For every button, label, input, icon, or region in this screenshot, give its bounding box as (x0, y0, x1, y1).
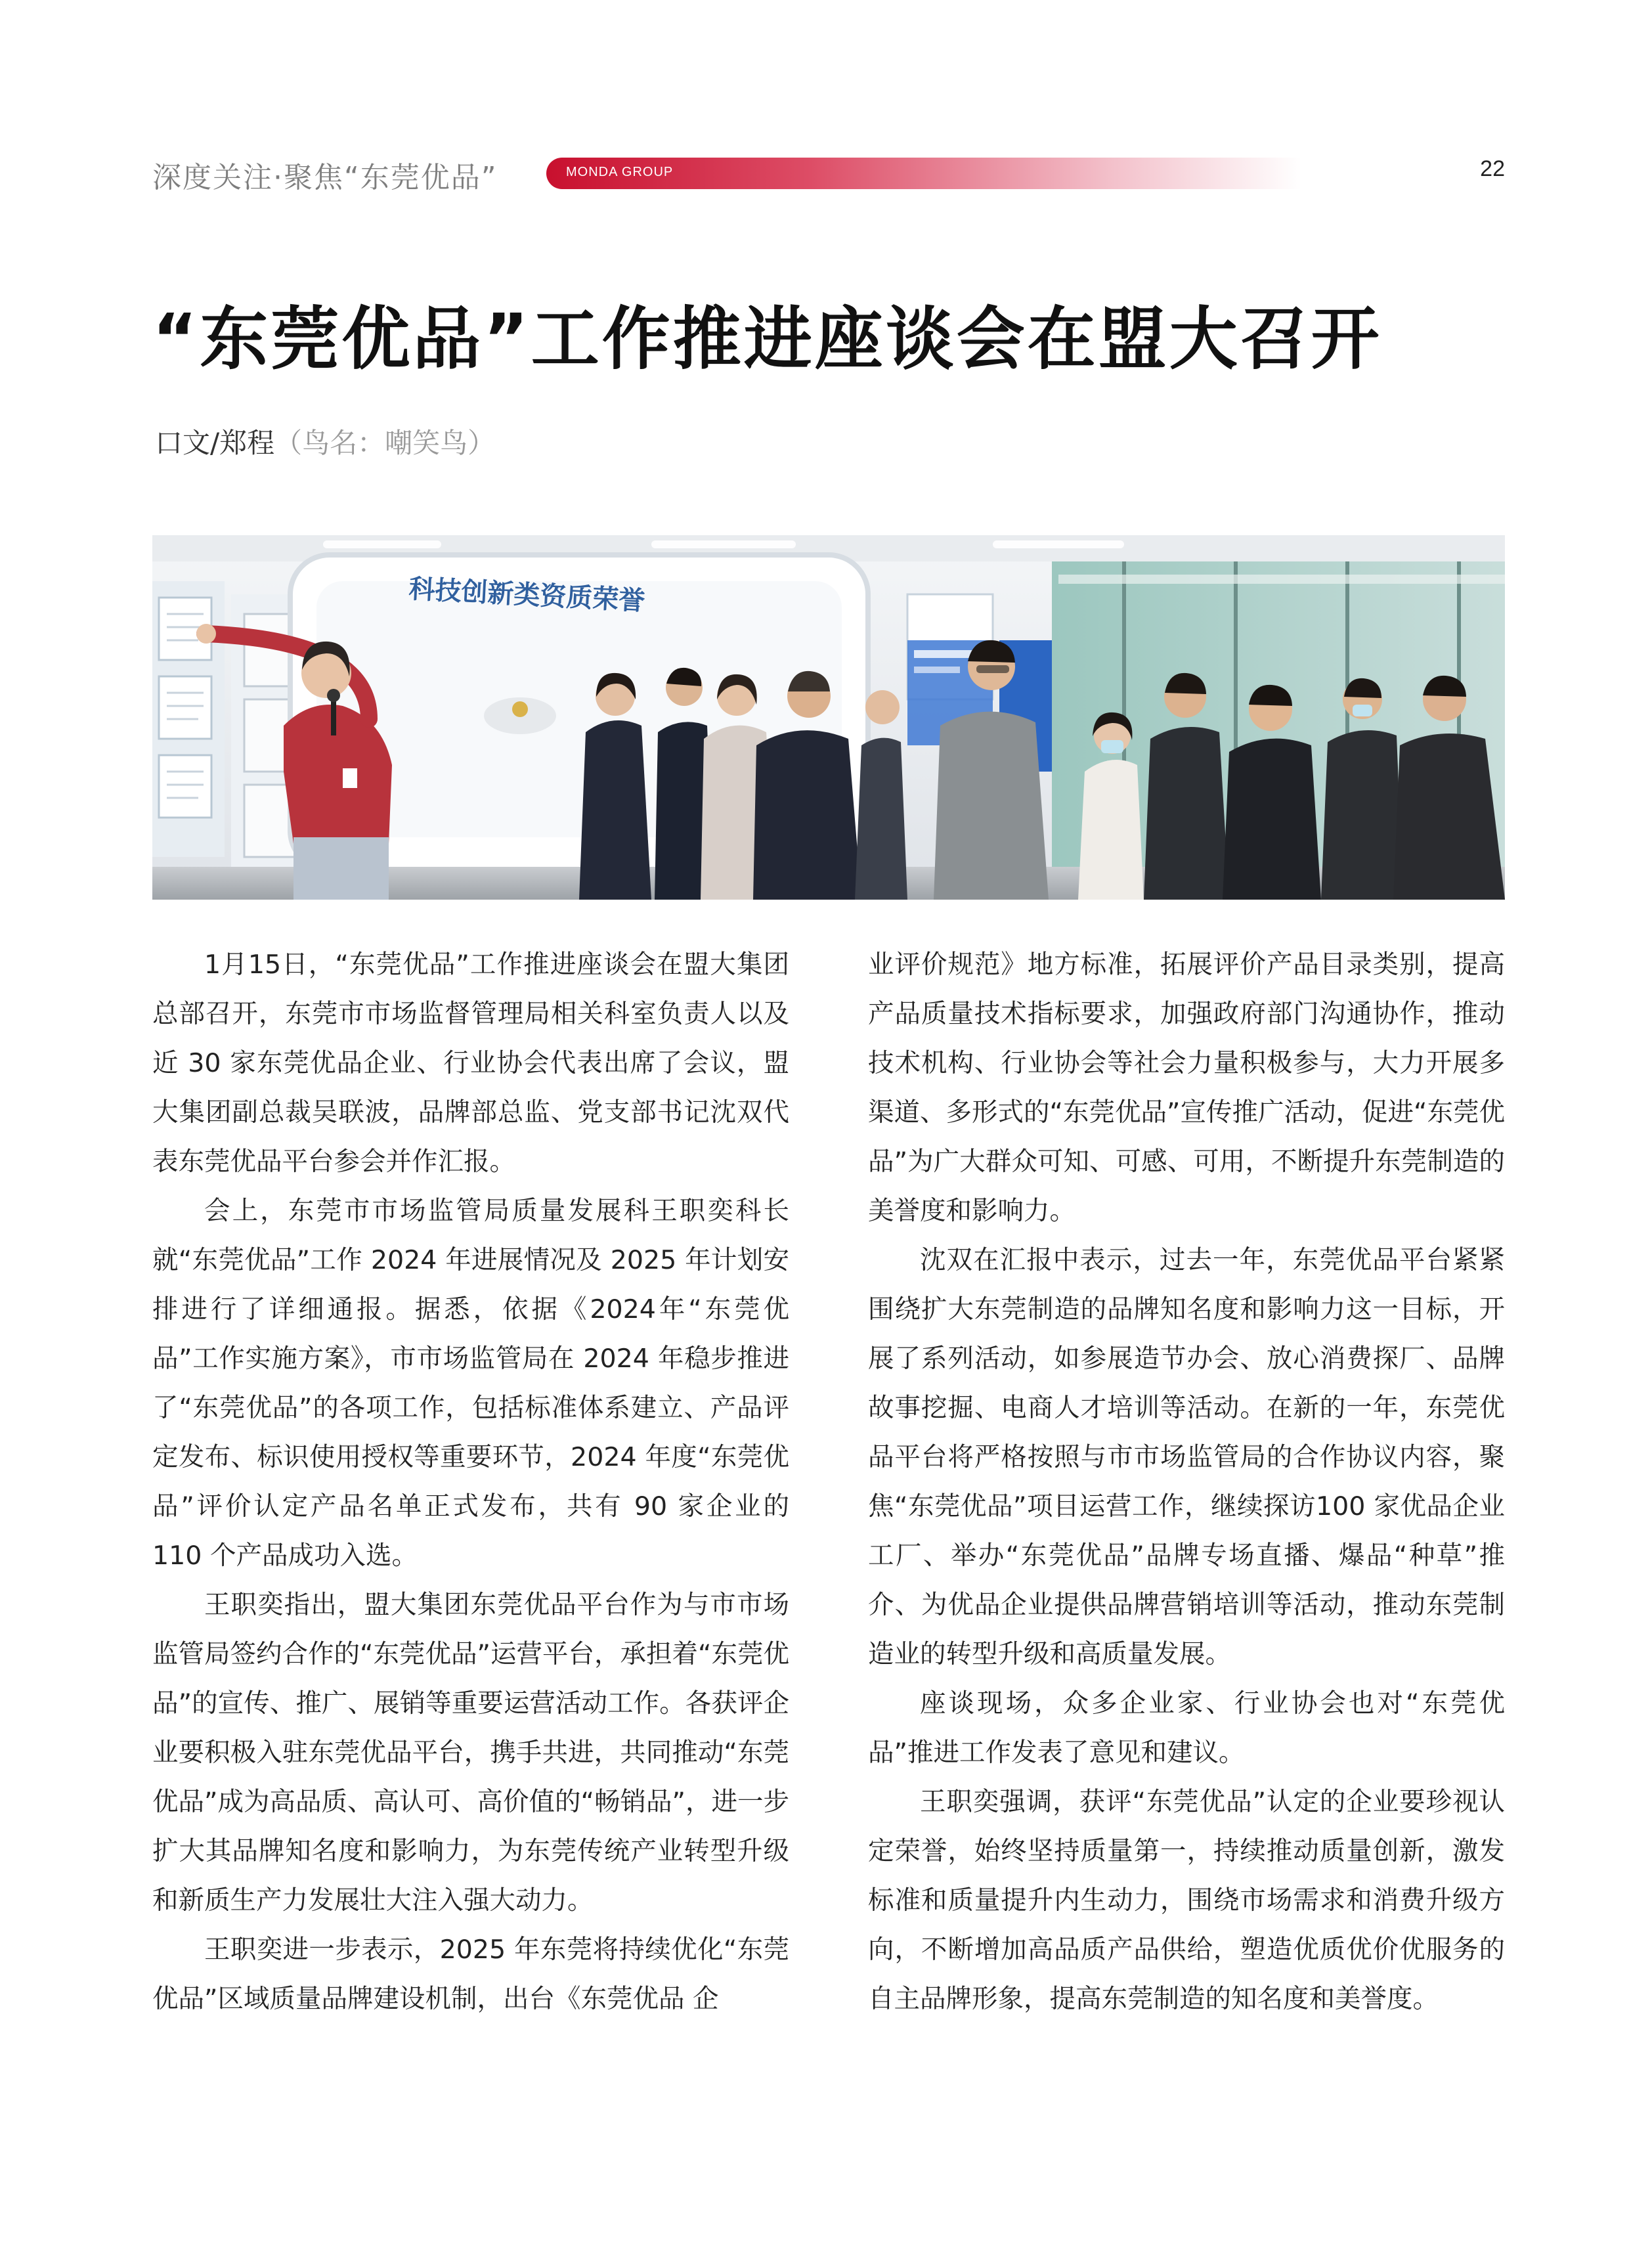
photo-illustration (152, 535, 1505, 900)
section-label: 深度关注·聚焦“东莞优品” (152, 161, 498, 194)
byline (155, 422, 495, 461)
paragraph: 沈双在汇报中表示，过去一年，东莞优品平台紧紧围绕扩大东莞制造的品牌知名度和影响力这一目标，开展了系列活动，如参展造节办会、放心消费探厂、品牌故事挖掘、电商人才培训等活动。在新的一年，东莞优品平台将严格按照与市市场监管局的合作协议内容，聚焦“东莞优品”项目运营工作，继续探访100 家优品企业工厂、举办“东莞优品”品牌专场直播、爆品“种草”推介、为优品企业提供品牌营销培训等活动，推动东莞制造业的转型升级和高质量发展。 (868, 1245, 1505, 1669)
article-photo (152, 535, 1505, 900)
paragraph: 王职奕进一步表示，2025 年东莞将持续优化“东莞优品”区域质量品牌建设机制，出台《东莞优品 企 (152, 1935, 789, 2014)
page-number: 22 (1480, 156, 1505, 181)
paragraph: 会上，东莞市市场监管局质量发展科王职奕科长就“东莞优品”工作 2024 年进展情况及 2025 年计划安排进行了详细通报。据悉，依据《2024年“东莞优品”工作实施方案》，市市场监管局在 2024 年稳步推进了“东莞优品”的各项工作，包括标准体系建立、产品评定发布、标识使用授权等重要环节，2024 年度“东莞优品”评价认定产品名单正式发布，共有 90 家企业的 110 个产品成功入选。 (152, 1196, 789, 1571)
byline-author: 口文/郑程 (155, 427, 275, 459)
paragraph: 王职奕强调，获评“东莞优品”认定的企业要珍视认定荣誉，始终坚持质量第一，持续推动质量创新，激发标准和质量提升内生动力，围绕市场需求和消费升级方向，不断增加高品质产品供给，塑造优质优价优服务的自主品牌形象，提高东莞制造的知名度和美誉度。 (868, 1787, 1505, 2014)
article-title: “东莞优品”工作推进座谈会在盟大召开 (152, 299, 1382, 379)
paragraph: 1月15日，“东莞优品”工作推进座谈会在盟大集团总部召开，东莞市市场监督管理局相关科室负责人以及近 30 家东莞优品企业、行业协会代表出席了会议，盟大集团副总裁吴联波，品牌部总监、党支部书记沈双代表东莞优品平台参会并作汇报。 (152, 950, 789, 1177)
byline-penname: （鸟名：嘲笑鸟） (274, 427, 496, 459)
article-body (152, 940, 1505, 2109)
photo-sign-text: 科技创新类资质荣誉 (408, 574, 646, 617)
brand-tag: MONDA GROUP (566, 165, 674, 179)
paragraph: 王职奕指出，盟大集团东莞优品平台作为与市市场监管局签约合作的“东莞优品”运营平台，承担着“东莞优品”的宣传、推广、展销等重要运营活动工作。各获评企业要积极入驻东莞优品平台，携手共进，共同推动“东莞优品”成为高品质、高认可、高价值的“畅销品”，进一步扩大其品牌知名度和影响力，为东莞传统产业转型升级和新质生产力发展壮大注入强大动力。 (152, 1590, 789, 1916)
paragraph-continued: 业评价规范》地方标准，拓展评价产品目录类别，提高产品质量技术指标要求，加强政府部门沟通协作，推动技术机构、行业协会等社会力量积极参与，大力开展多渠道、多形式的“东莞优品”宣传推广活动，促进“东莞优品”为广大群众可知、可感、可用，不断提升东莞制造的美誉度和影响力。 (868, 950, 1505, 1226)
page-header (152, 150, 1505, 196)
paragraph: 座谈现场，众多企业家、行业协会也对“东莞优品”推进工作发表了意见和建议。 (868, 1688, 1505, 1768)
header-gradient-bar (546, 158, 1301, 189)
